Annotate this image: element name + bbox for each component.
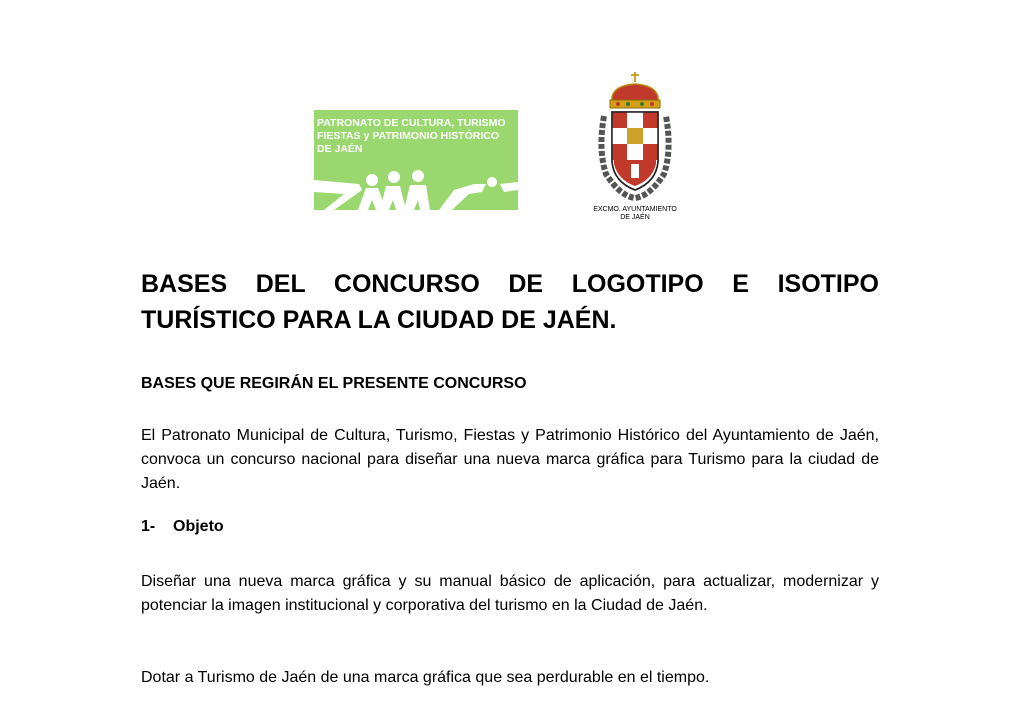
document-title: BASES DEL CONCURSO DE LOGOTIPO E ISOTIPO TURÍSTICO PARA LA CIUDAD DE JAÉN. <box>141 270 879 334</box>
ayuntamiento-caption-line2: DE JAÉN <box>620 214 650 221</box>
document-subtitle: BASES QUE REGIRÁN EL PRESENTE CONCURSO <box>141 375 527 392</box>
section-number: 1- <box>141 518 156 535</box>
section-title: Objeto <box>173 518 224 535</box>
patronato-figures-icon <box>314 110 518 210</box>
objeto-paragraph-1: Diseñar una nueva marca gráfica y su manual básico de aplicación, para actualizar, modernizar y potenciar la imagen institucional y corporativa del turismo en la Ciudad de Jaén. <box>141 573 879 614</box>
objeto-paragraph-2: Dotar a Turismo de Jaén de una marca gráfica que sea perdurable en el tiempo. <box>141 669 710 686</box>
patronato-logo <box>314 110 518 210</box>
patronato-logo-line1: PATRONATO DE CULTURA, TURISMO <box>317 117 506 129</box>
coat-of-arms-icon <box>590 70 680 202</box>
ayuntamiento-logo <box>580 68 690 228</box>
ayuntamiento-caption-line1: EXCMO. AYUNTAMIENTO <box>593 206 677 213</box>
patronato-logo-line2: FIESTAS y PATRIMONIO HISTÓRICO <box>317 130 500 142</box>
section-heading-objeto <box>141 517 879 537</box>
patronato-logo-line3: DE JAÉN <box>317 143 363 155</box>
intro-paragraph: El Patronato Municipal de Cultura, Turismo, Fiestas y Patrimonio Histórico del Ayuntamiento de Jaén, convoca un concurso nacional para diseñar una nueva marca gráfica para Turismo para la ciudad de Jaén. <box>141 427 879 492</box>
ayuntamiento-caption <box>580 206 690 222</box>
